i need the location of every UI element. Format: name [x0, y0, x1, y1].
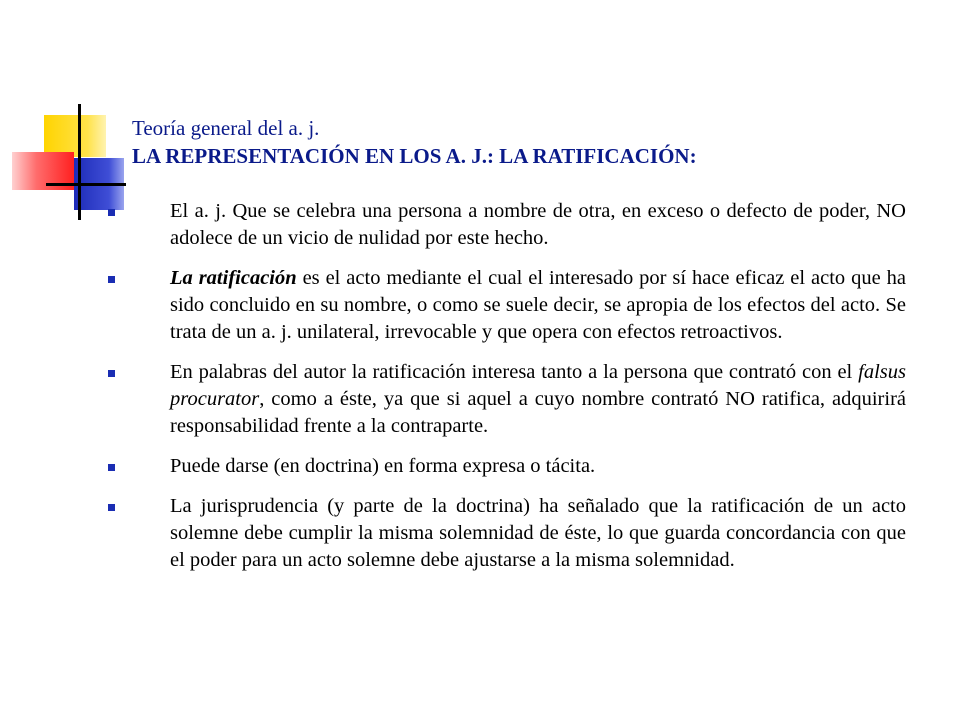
bullet-text-pre: En palabras del autor la ratificación interesa tanto a la persona que contrató con el: [170, 361, 859, 383]
logo-vertical-line: [78, 104, 81, 220]
square-bullet-icon: [108, 464, 115, 471]
square-bullet-icon: [108, 276, 115, 283]
bullet-text: es el acto mediante el cual el interesado por sí hace eficaz el acto que ha sido concluido en su nombre, o como se suele decir, se apropia de los efectos del acto. Se trata de un a. j. unilateral, irrevocable y que opera con efectos retroactivos.: [170, 267, 906, 343]
bullet-italic-term: falsus procurator: [170, 361, 906, 410]
bullet-text: El a. j. Que se celebra una persona a nombre de otra, en exceso o defecto de poder, NO adolece de un vicio de nulidad por este hecho.: [170, 200, 906, 249]
title-line-1: Teoría general del a. j.: [132, 116, 320, 140]
bullet-item: [100, 198, 906, 252]
bullet-text: Puede darse (en doctrina) en forma expresa o tácita.: [170, 455, 596, 477]
logo-yellow-block: [44, 115, 106, 157]
slide-title: [132, 114, 932, 170]
bullet-text: La jurisprudencia (y parte de la doctrina) ha señalado que la ratificación de un acto solemne debe cumplir la misma solemnidad de éste, lo que guarda concordancia con que el poder para un acto solemne debe ajustarse a la misma solemnidad.: [170, 495, 906, 571]
bullet-item: [100, 453, 906, 480]
bullet-list: [100, 198, 906, 587]
bullet-item: [100, 493, 906, 574]
square-bullet-icon: [108, 209, 115, 216]
square-bullet-icon: [108, 504, 115, 511]
title-line-2: LA REPRESENTACIÓN EN LOS A. J.: LA RATIFICACIÓN:: [132, 144, 697, 168]
bullet-text-post: , como a éste, ya que si aquel a cuyo nombre contrató NO ratifica, adquirirá responsabilidad frente a la contraparte.: [170, 388, 906, 437]
bullet-lead-term: La ratificación: [170, 267, 297, 289]
square-bullet-icon: [108, 370, 115, 377]
bullet-item: [100, 265, 906, 346]
logo-horizontal-line: [46, 183, 126, 186]
bullet-item: [100, 359, 906, 440]
